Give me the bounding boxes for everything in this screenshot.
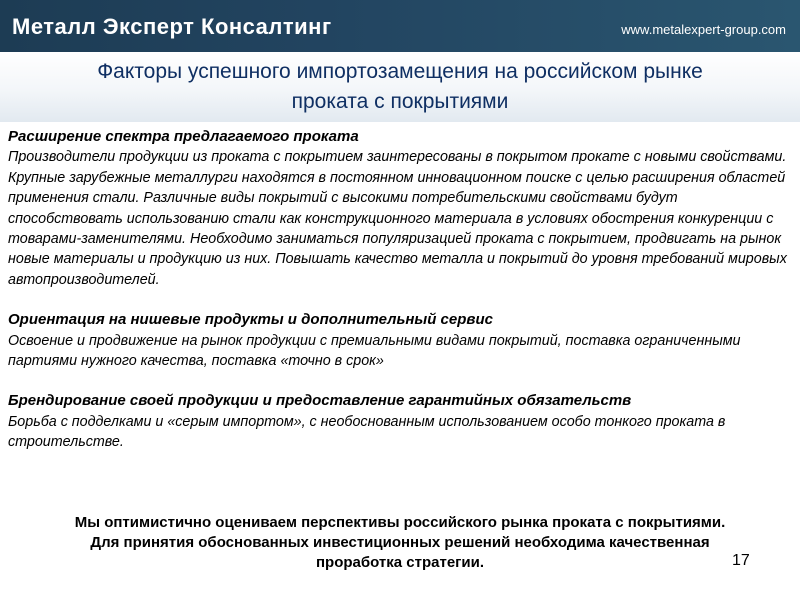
section-expansion — [8, 127, 790, 290]
slide-content — [8, 127, 790, 473]
section-heading: Расширение спектра предлагаемого проката — [8, 128, 359, 145]
section-niche — [8, 310, 790, 371]
section-heading: Ориентация на нишевые продукты и дополнительный сервис — [8, 311, 493, 329]
conclusion-line-3: проработка стратегии. — [315, 554, 485, 571]
slide-title — [0, 57, 800, 117]
slide-title-line-2: проката с покрытиями — [291, 90, 509, 113]
section-text: Борьба с подделками и «серым импортом», с необоснованным использованием особо тонкого проката в строительстве. — [8, 413, 726, 451]
company-name: Металл Эксперт Консалтинг — [12, 14, 332, 39]
conclusion-line-2: Для принятия обоснованных инвестиционных решений необходима качественная — [90, 534, 710, 551]
conclusion-line-1: Мы оптимистично оцениваем перспективы российского рынка проката с покрытиями. — [74, 514, 726, 531]
page-number: 17 — [732, 552, 750, 569]
slide-title-line-1: Факторы успешного импортозамещения на российском рынке — [97, 60, 703, 83]
section-text: Производители продукции из проката с покрытием заинтересованы в покрытом прокате с новыми свойствами. Крупные зарубежные металлурги находятся в постоянном инновационном поиске с целью расширения областей применения стали. Различные виды покрытий с высокими потребительскими свойствами будут способствовать использованию стали как конструкционного материала в условиях обострения конкуренции с товарами-заменителями. Необходимо заниматься популяризацией проката с покрытием, продвигать на рынок новые материалы и продукцию из них. Повышать качество металла и покрытий до уровня требований мировых автопроизводителей. — [8, 149, 787, 288]
section-branding — [8, 391, 790, 452]
section-text: Освоение и продвижение на рынок продукции с премиальными видами покрытий, поставка ограниченными партиями нужного качества, поставка «точно в срок» — [8, 332, 741, 370]
section-heading: Брендирование своей продукции и предоставление гарантийных обязательств — [8, 392, 632, 410]
website-link[interactable]: www.metalexpert-group.com — [621, 22, 786, 37]
conclusion — [0, 513, 800, 573]
header-bar — [0, 0, 800, 52]
